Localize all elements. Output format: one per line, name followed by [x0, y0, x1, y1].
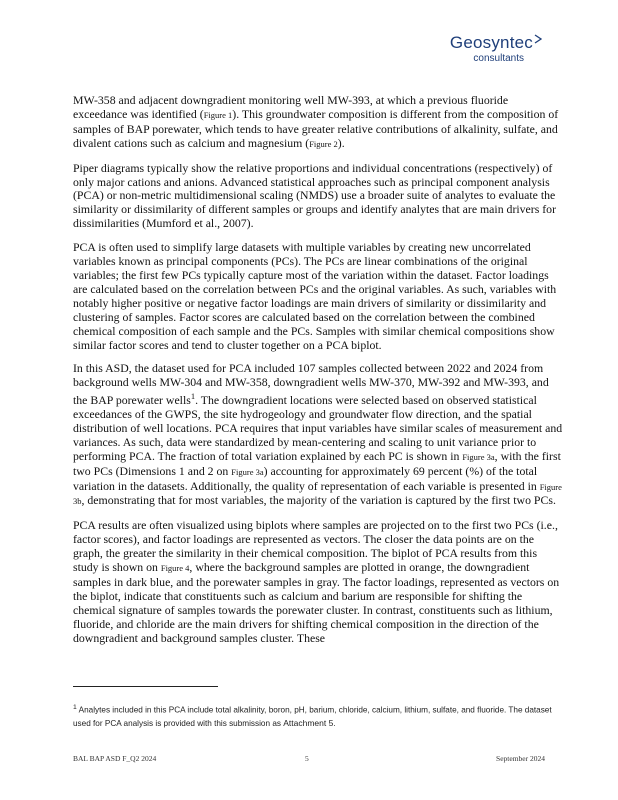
- footer-date: September 2024: [496, 754, 545, 763]
- page-number: 5: [305, 754, 309, 763]
- logo-name: Geosyntec: [449, 33, 533, 52]
- figure-reference: Figure 3b: [73, 481, 562, 507]
- logo-subtitle: consultants: [473, 53, 524, 64]
- footnote-divider: [73, 686, 218, 687]
- figure-reference: Figure 3a: [231, 466, 264, 477]
- attachment-reference: Attachment 5: [283, 717, 334, 728]
- paragraph-1: MW-358 and adjacent downgradient monitoring well MW-393, at which a previous fluoride exceedance was identified (Figure 1). This groundwater composition is different from the composition of samples of BAP porewater, which tends to have greater relative contributions of alkalinity, sulfate, and divalent cations such as calcium and magnesium (Figure 2).: [73, 93, 559, 150]
- logo-chevron-icon: [534, 34, 542, 44]
- figure-reference: Figure 4: [160, 563, 190, 574]
- figure-reference: Figure 2: [309, 138, 338, 149]
- company-logo: [450, 34, 542, 64]
- footnote-marker: 1: [190, 391, 196, 402]
- paragraph-3: PCA is often used to simplify large datasets with multiple variables by creating new uncorrelated variables known as principal components (PCs). The PCs are linear combinations of the original variables; the first few PCs typically capture most of the variation within the dataset. Factor loadings are calculated based on the correlation between PCs and the original variables. As such, variables with notably higher positive or negative factor loadings are main drivers of similarity or dissimilarity and clustering of samples. Factor scores are calculated based on the correlation between the combined chemical composition of each sample and the PCs. Samples with similar chemical compositions show similar factor scores and tend to cluster together on a PCA biplot.: [73, 240, 557, 352]
- paragraph-5: PCA results are often visualized using biplots where samples are projected on to the first two PCs (i.e., factor scores), and factor loadings are represented as vectors. The closer the data points are on the graph, the greater the similarity in their chemical composition. The biplot of PCA results from this study is shown on Figure 4, where the background samples are plotted in orange, the downgradient samples in dark blue, and the porewater samples in gray. The factor loadings, represented as vectors on the biplot, indicate that constituents such as calcium and barium are responsible for shifting the chemical signature of samples towards the porewater cluster. In contrast, constituents such as lithium, fluoride, and chloride are the main drivers for shifting chemical composition in the direction of the downgradient and background samples cluster. These: [73, 518, 560, 645]
- figure-reference: Figure 3a: [462, 451, 495, 462]
- document-id: BAL BAP ASD F_Q2 2024: [73, 754, 157, 763]
- paragraph-2: Piper diagrams typically show the relative proportions and individual concentrations (respectively) of only major cations and anions. Advanced statistical approaches such as principal component analysis (PCA) or non-metric multidimensional scaling (NMDS) use a broader suite of analytes to evaluate the similarity or dissimilarity of different samples or groups and identify analytes that are main drivers for dissimilarities (Mumford et al., 2007).: [73, 160, 557, 231]
- document-body: [73, 94, 565, 656]
- paragraph-4: In this ASD, the dataset used for PCA included 107 samples collected between 2022 and 2024 from background wells MW-304 and MW-358, downgradient wells MW-370, MW-392 and MW-393, and the BAP porewater wells$^1$. The downgradient locations were selected based on observed statistical exceedances of the GWPS, the site hydrogeology and groundwater flow direction, and the spatial distribution of well locations. PCA requires that input variables have similar scales of measurement and variances. As such, data were standardized by mean-centering and scaling to unit variance prior to performing PCA. The fraction of total variation explained by each PC is shown in Figure 3a, with the first two PCs (Dimensions 1 and 2 on Figure 3a) accounting for approximately 69 percent (%) of the total variation in the datasets. Additionally, the quality of representation of each variable is presented in Figure 3b, demonstrating that for most variables, the majority of the variation is captured by the first two PCs.: [73, 361, 563, 508]
- footnote-number: 1: [73, 704, 77, 711]
- figure-reference: Figure 1: [203, 109, 233, 120]
- footnote: $^1$ Analytes included in this PCA include total alkalinity, boron, pH, barium, chloride, calcium, lithium, sulfate, and fluoride. The dataset used for PCA analysis is provided with this submission as Attachment 5.: [73, 704, 552, 728]
